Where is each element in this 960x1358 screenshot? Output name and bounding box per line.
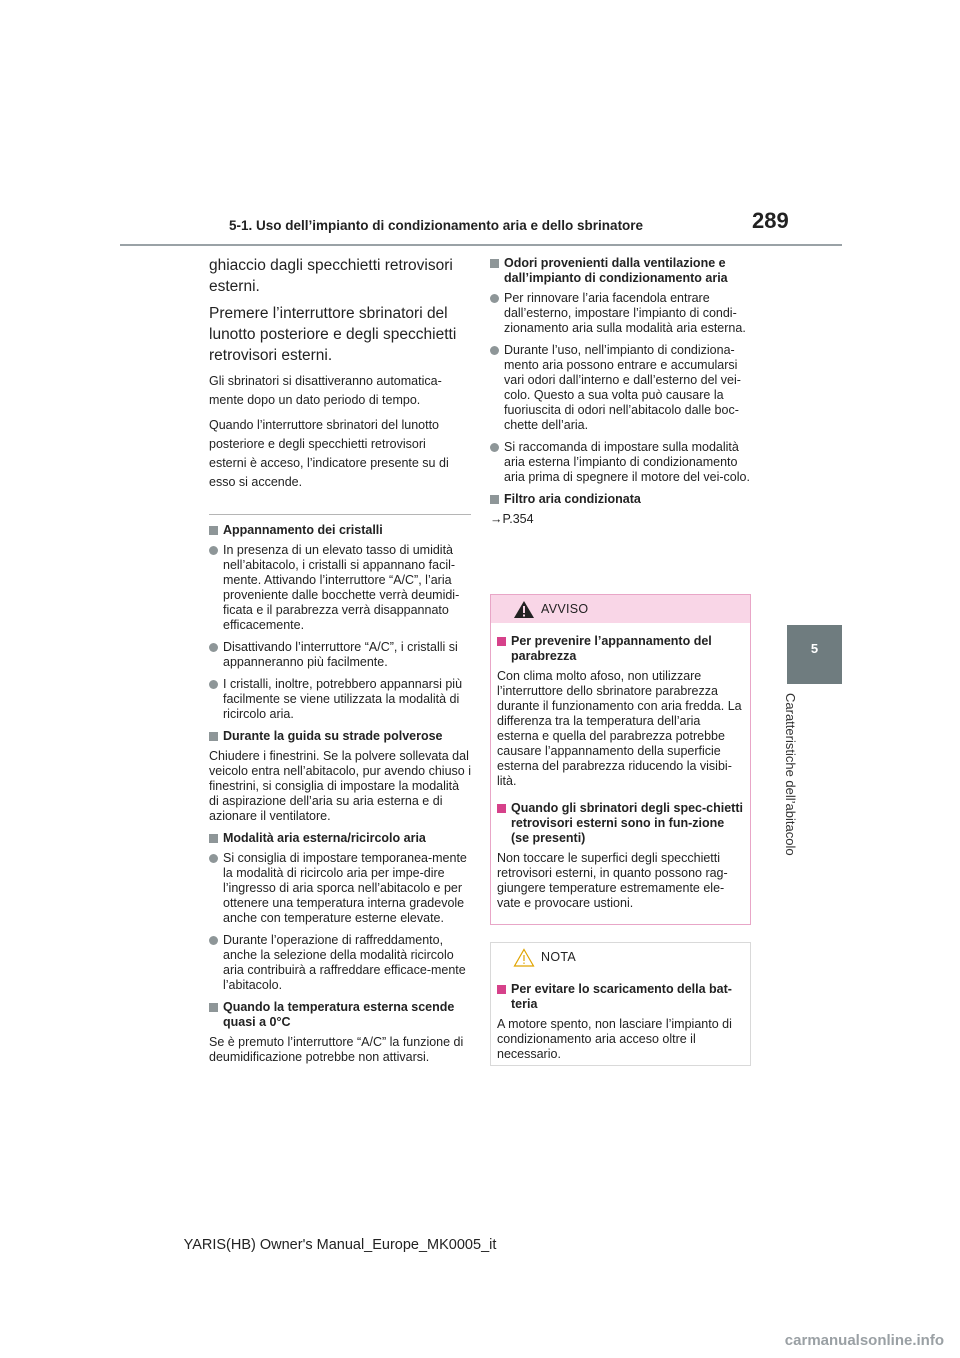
note-line: Gli sbrinatori si disattiveranno automatica- (209, 374, 442, 388)
warning-text: Con clima molto afoso, non utilizzare l’interruttore dello sbrinatore parabrezza durante il funzionamento con aria fredda. La differenza tra la temperatura dell’aria esterna e quella del parabrezza potrebbe causare l’appannamento della superficie esterna del parabrezza riducendo la visibi-lità. (497, 669, 742, 788)
instruction-line: lunotto posteriore e degli specchietti (209, 326, 457, 343)
bullet-item (209, 933, 471, 993)
warning-triangle-icon (513, 600, 535, 619)
bullet-text: Durante l’uso, nell’impianto di condiziona-mento aria possono entrare e accumularsi vari odori dall’interno e dall’esterno del vei-colo. Questo a sua volta può causare la fuoriuscita di odori nell’abitacolo dalle boc-chette dell’aria. (504, 343, 741, 432)
chapter-label-text: Caratteristiche dell’abitacolo (783, 693, 798, 856)
section-heading-text: Modalità aria esterna/ricircolo aria (223, 831, 426, 845)
note-heading (497, 982, 744, 1012)
warning-heading-text: Per prevenire l’appannamento del parabrezza (511, 634, 712, 663)
bullet-item (209, 851, 471, 926)
page-number: 289 (752, 208, 789, 233)
chapter-tab (787, 625, 842, 684)
intro-text (209, 255, 471, 297)
indicator-note (209, 416, 471, 492)
note-line: esterni è acceso, l’indicatore presente su di (209, 456, 449, 470)
chapter-number: 5 (810, 641, 819, 656)
instruction-line: retrovisori esterni. (209, 347, 333, 364)
bullet-dot-icon (209, 936, 218, 945)
bullet-text: Durante l’operazione di raffreddamento, anche la selezione della modalità ricircolo aria contribuirà a raffreddare efficace-mente l’abitacolo. (223, 933, 466, 992)
section-heading-text: Odori provenienti dalla ventilazione e dall’impianto di condizionamento aria (504, 256, 728, 285)
header-divider (120, 244, 842, 246)
square-marker-icon (209, 732, 218, 741)
note-line: Quando l’interruttore sbrinatori del lunotto (209, 418, 439, 432)
square-marker-icon (497, 804, 506, 813)
warning-heading (497, 801, 744, 846)
bullet-dot-icon (209, 546, 218, 555)
section-heading (209, 729, 471, 744)
note-text: A motore spento, non lasciare l’impianto di condizionamento aria acceso oltre il necessario. (497, 1017, 732, 1061)
section-body: Se è premuto l’interruttore “A/C” la funzione di deumidificazione potrebbe non attivarsi. (209, 1035, 464, 1064)
bullet-item (209, 677, 471, 722)
section-heading (490, 256, 752, 286)
manual-footer: YARIS(HB) Owner's Manual_Europe_MK0005_it (183, 1237, 497, 1253)
auto-off-note (209, 372, 471, 410)
section-body: Chiudere i finestrini. Se la polvere sollevata dal veicolo entra nell’abitacolo, pur avendo chiuso i finestrini, si consiglia di impostare la modalità di aspirazione dell’aria su aria esterna e di azionare il ventilatore. (209, 749, 471, 823)
note-line: esso si accende. (209, 475, 303, 489)
warning-text: Non toccare le superfici degli specchietti retrovisori esterni, in quanto possono rag-giungere temperature estremamente ele-vate e provocare ustioni. (497, 851, 728, 910)
warning-heading-text: Quando gli sbrinatori degli spec-chietti retrovisori esterni sono in fun-zione (se presenti) (511, 801, 743, 845)
warning-box (490, 594, 751, 925)
bullet-dot-icon (490, 346, 499, 355)
bullet-text: Disattivando l’interruttore “A/C”, i cristalli si appanneranno più facilmente. (223, 640, 458, 669)
page-reference: →P.354 (490, 512, 534, 526)
note-line: mente dopo un dato periodo di tempo. (209, 393, 421, 407)
warning-header (491, 595, 750, 623)
warning-title: AVVISO (541, 602, 589, 616)
instruction-text (209, 303, 471, 366)
chapter-label (782, 693, 800, 868)
section-heading-text: Durante la guida su strade polverose (223, 729, 443, 743)
right-column (490, 255, 752, 527)
bullet-dot-icon (209, 854, 218, 863)
bullet-dot-icon (490, 294, 499, 303)
square-marker-icon (209, 1003, 218, 1012)
section-heading-text: Filtro aria condizionata (504, 492, 641, 506)
square-marker-icon (497, 985, 506, 994)
bullet-item (490, 440, 752, 485)
bullet-dot-icon (490, 443, 499, 452)
section-heading-text: Quando la temperatura esterna scende quasi a 0°C (223, 1000, 455, 1029)
bullet-item (490, 343, 752, 433)
caution-outline-icon (513, 948, 535, 967)
column-divider (209, 514, 471, 515)
intro-line: ghiaccio dagli specchietti retrovisori (209, 257, 453, 274)
square-marker-icon (490, 495, 499, 504)
note-box (490, 942, 751, 1066)
section-heading (490, 492, 752, 507)
note-title: NOTA (541, 950, 576, 964)
site-watermark: carmanualsonline.info (784, 1332, 944, 1349)
bullet-dot-icon (209, 643, 218, 652)
square-marker-icon (490, 259, 499, 268)
left-column (209, 255, 471, 1072)
bullet-item (209, 543, 471, 633)
bullet-text: Si raccomanda di impostare sulla modalità aria esterna l’impianto di condizionamento aria prima di spegnere il motore del vei-colo. (504, 440, 750, 484)
bullet-dot-icon (209, 680, 218, 689)
note-body (491, 971, 750, 1062)
intro-line: esterni. (209, 278, 260, 295)
bullet-text: I cristalli, inoltre, potrebbero appannarsi più facilmente se viene utilizzata la modalità di ricircolo aria. (223, 677, 463, 721)
bullet-text: Si consiglia di impostare temporanea-mente la modalità di ricircolo aria per impe-dire l’ingresso di aria sporca nell’abitacolo e per ottenere una temperatura interna gradevole anche con temperature esterne elevate. (223, 851, 467, 925)
bullet-item (490, 291, 752, 336)
warning-heading (497, 634, 744, 664)
bullet-text: Per rinnovare l’aria facendola entrare dall’esterno, impostare l’impianto di condi-zionamento aria sulla modalità aria esterna. (504, 291, 746, 335)
section-title: 5-1. Uso dell’impianto di condizionamento aria e dello sbrinatore (229, 218, 644, 233)
section-heading (209, 831, 471, 846)
note-heading-text: Per evitare lo scaricamento della bat-teria (511, 982, 732, 1011)
note-header (491, 943, 750, 971)
section-heading (209, 523, 471, 538)
bullet-item (209, 640, 471, 670)
section-heading-text: Appannamento dei cristalli (223, 523, 383, 537)
instruction-line: Premere l’interruttore sbrinatori del (209, 305, 448, 322)
warning-body (491, 623, 750, 911)
square-marker-icon (209, 526, 218, 535)
bullet-text: In presenza di un elevato tasso di umidità nell’abitacolo, i cristalli si appannano facil-mente. Attivando l’interruttore “A/C”, l’aria proveniente dalle bocchette verrà deumidi-ficata e il parabrezza verrà disappannato efficacemente. (223, 543, 460, 632)
section-heading (209, 1000, 471, 1030)
note-line: posteriore e degli specchietti retrovisori (209, 437, 426, 451)
square-marker-icon (209, 834, 218, 843)
square-marker-icon (497, 637, 506, 646)
